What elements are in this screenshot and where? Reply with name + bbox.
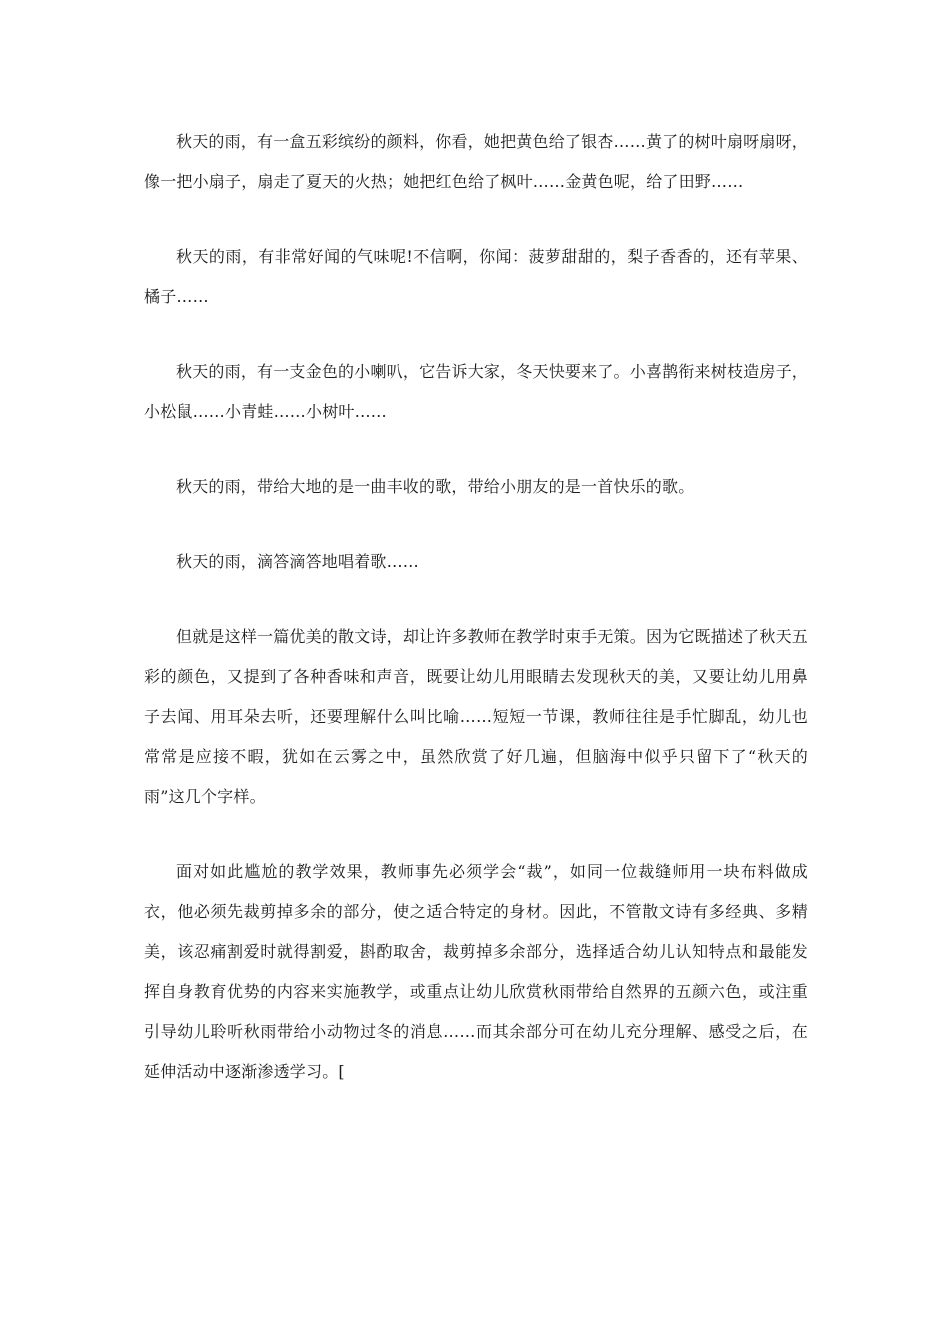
paragraph-autumn-rain-songs: 秋天的雨，带给大地的是一曲丰收的歌，带给小朋友的是一首快乐的歌。 xyxy=(176,477,695,496)
paragraph-autumn-rain-trumpet: 秋天的雨，有一支金色的小喇叭，它告诉大家，冬天快要来了。小喜鹊衔来树枝造房子，小松鼠……小青蛙……小树叶…… xyxy=(144,362,808,421)
paragraph-autumn-rain-smells: 秋天的雨，有非常好闻的气味呢!不信啊，你闻：菠萝甜甜的，梨子香香的，还有苹果、橘子…… xyxy=(144,247,808,306)
paragraph-teaching-difficulty: 但就是这样一篇优美的散文诗，却让许多教师在教学时束手无策。因为它既描述了秋天五彩的颜色，又提到了各种香味和声音，既要让幼儿用眼睛去发现秋天的美，又要让幼儿用鼻子去闻、用耳朵去听，还要理解什么叫比喻……短短一节课，教师往往是手忙脚乱，幼儿也常常是应接不暇，犹如在云雾之中，虽然欣赏了好几遍，但脑海中似乎只留下了“秋天的雨”这几个字样。 xyxy=(144,627,808,806)
document-body xyxy=(144,122,808,1127)
paragraph-autumn-rain-colors: 秋天的雨，有一盒五彩缤纷的颜料，你看，她把黄色给了银杏……黄了的树叶扇呀扇呀，像一把小扇子，扇走了夏天的火热；她把红色给了枫叶……金黄色呢，给了田野…… xyxy=(144,132,808,191)
paragraph-autumn-rain-singing: 秋天的雨，滴答滴答地唱着歌…… xyxy=(176,552,420,571)
paragraph-teaching-tailoring: 面对如此尴尬的教学效果，教师事先必须学会“裁”，如同一位裁缝师用一块布料做成衣，他必须先裁剪掉多余的部分，使之适合特定的身材。因此，不管散文诗有多经典、多精美，该忍痛割爱时就得割爱，斟酌取舍，裁剪掉多余部分，选择适合幼儿认知特点和最能发挥自身教育优势的内容来实施教学，或重点让幼儿欣赏秋雨带给自然界的五颜六色，或注重引导幼儿聆听秋雨带给小动物过冬的消息……而其余部分可在幼儿充分理解、感受之后，在延伸活动中逐渐渗透学习。[ xyxy=(144,862,808,1081)
